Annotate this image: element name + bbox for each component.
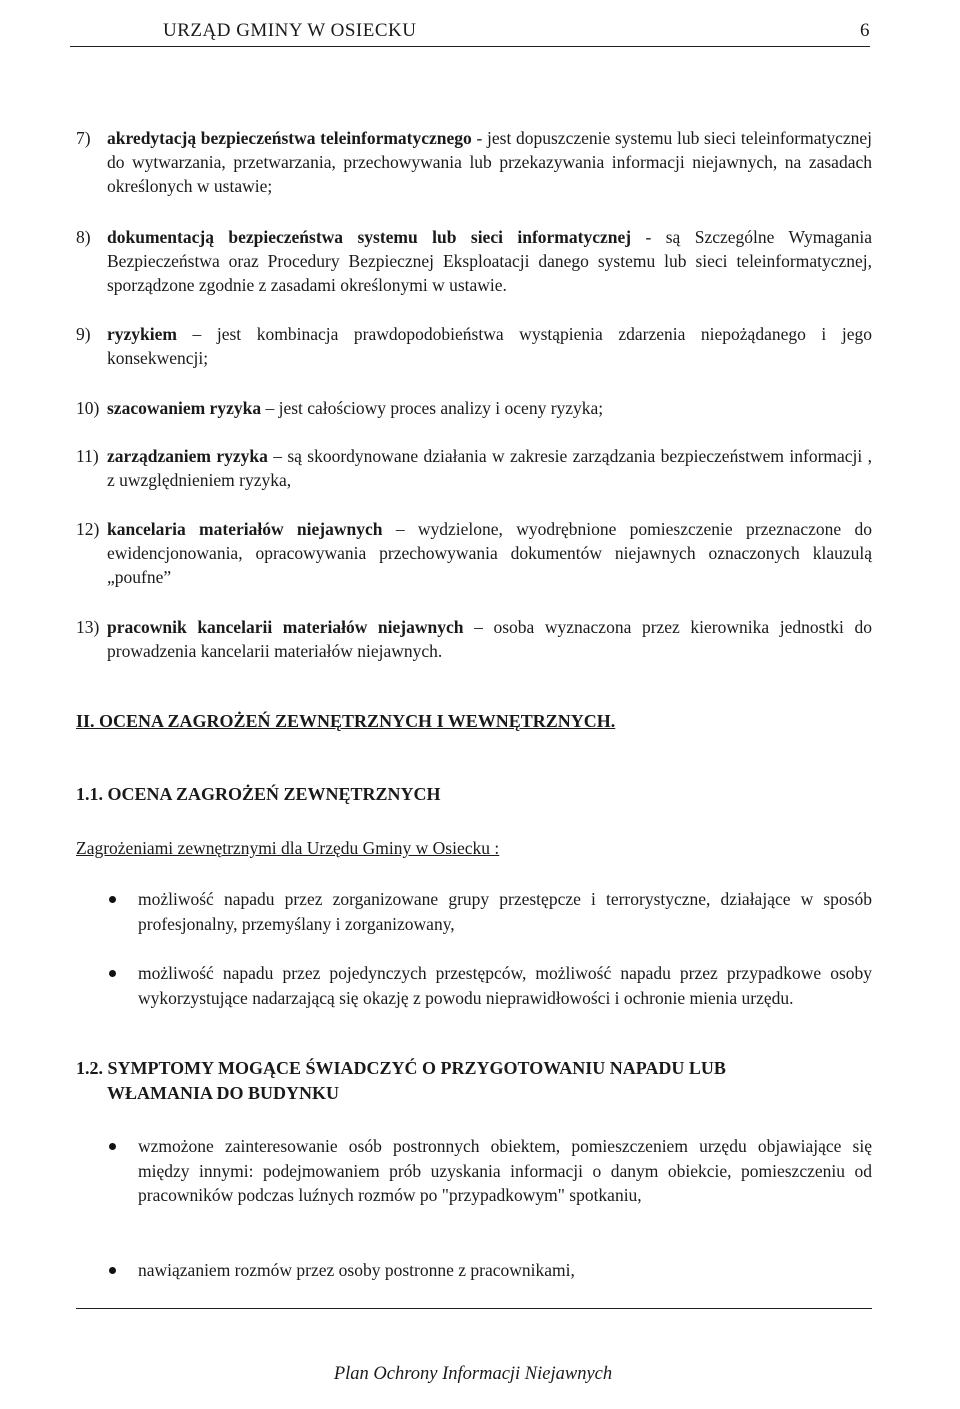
definition-number: 13) <box>76 617 100 637</box>
section-title: II. OCENA ZAGROŻEŃ ZEWNĘTRZNYCH I WEWNĘTRZNYCH. <box>76 711 616 731</box>
definition-text-line1: - są Szczególne <box>631 227 775 247</box>
definition-12 <box>76 517 872 590</box>
definition-13 <box>76 615 872 663</box>
definition-7 <box>76 126 872 199</box>
definition-text: teleinformatycznej do wytwarzania, przetwarzania, przechowywania lub przekazywania informacji niejawnych, na zasadach określonych w ustawie; <box>107 128 873 197</box>
definition-number: 10) <box>76 398 100 418</box>
definition-term: dokumentacją bezpieczeństwa systemu lub sieci informatycznej <box>107 227 632 247</box>
subsection-1-2-title-line1: 1.2. SYMPTOMY MOGĄCE ŚWIADCZYĆ O PRZYGOTOWANIU NAPADU LUB <box>76 1058 726 1078</box>
bullet-icon <box>109 1143 116 1150</box>
header-rule <box>70 46 870 47</box>
header-title: URZĄD GMINY W OSIECKU <box>163 20 417 41</box>
definition-text: Wymagania Bezpieczeństwa oraz Procedury Bezpiecznej Eksploatacji danego systemu lub sieci teleinformatycznej, sporządzone zgodnie z zasadami określonymi w ustawie. <box>107 227 872 296</box>
bullet-icon <box>109 1267 116 1274</box>
footer-rule <box>76 1308 872 1309</box>
definition-text: jednostki do prowadzenia kancelarii materiałów niejawnych. <box>107 617 873 662</box>
definition-10 <box>76 396 872 420</box>
definition-text: jego konsekwencji; <box>107 324 872 369</box>
bullet-item <box>76 1258 872 1283</box>
bullet-text: nawiązaniem rozmów przez osoby postronne z pracownikami, <box>138 1260 575 1280</box>
definition-text: przeznaczone do ewidencjonowania, opracowywania przechowywania dokumentów niejawnych oznaczonych klauzulą „poufne” <box>107 519 873 588</box>
definition-text-line1: – osoba wyznaczona przez kierownika <box>463 617 770 637</box>
bullet-item <box>76 887 872 936</box>
definition-number: 11) <box>76 446 99 466</box>
definition-number: 12) <box>76 519 100 539</box>
definition-11 <box>76 444 872 492</box>
definition-term: pracownik kancelarii materiałów niejawnych <box>107 617 464 637</box>
subsection-1-2-title-line2: WŁAMANIA DO BUDYNKU <box>107 1083 340 1103</box>
definition-text-line1: – są skoordynowane działania w zakresie zarządzania <box>267 446 656 466</box>
definition-text-line1: – jest całościowy proces analizy i oceny ryzyka; <box>261 398 604 418</box>
definition-term: szacowaniem ryzyka <box>107 398 262 418</box>
bullet-icon <box>109 896 116 903</box>
bullet-text: możliwość napadu przez pojedynczych przestępców, możliwość napadu przez przypadkowe osoby wykorzystujące nadarzającą się okazję z powodu nieprawidłowości i ochronie mienia urzędu. <box>138 963 872 1008</box>
bullet-text: możliwość napadu przez zorganizowane grupy przestępcze i terrorystyczne, działające w sposób profesjonalny, przemyślany i zorganizowany, <box>138 889 872 934</box>
definition-term: akredytacją bezpieczeństwa teleinformatycznego <box>107 128 472 148</box>
bullet-icon <box>109 970 116 977</box>
definition-text-line1: – wydzielone, wyodrębnione pomieszczenie <box>382 519 733 539</box>
bullet-item <box>76 961 872 1010</box>
definition-term: kancelaria materiałów niejawnych <box>107 519 383 539</box>
definition-term: ryzykiem <box>107 324 177 344</box>
definition-number: 8) <box>76 227 91 247</box>
definition-text-line1: - jest dopuszczenie systemu lub sieci <box>471 128 737 148</box>
page-number: 6 <box>860 20 870 41</box>
definition-8 <box>76 225 872 298</box>
bullet-text: wzmożone zainteresowanie osób postronnych obiektem, pomieszczeniem urzędu objawiające się między innymi: podejmowaniem prób uzyskania informacji o danym obiekcie, pomieszczeniu od pracowników podczas luźnych rozmów po "przypadkowym" spotkaniu, <box>138 1136 872 1205</box>
definition-term: zarządzaniem ryzyka <box>107 446 268 466</box>
footer-text: Plan Ochrony Informacji Niejawnych <box>333 1364 613 1384</box>
definition-number: 9) <box>76 324 91 344</box>
subsection-1-1-title: 1.1. OCENA ZAGROŻEŃ ZEWNĘTRZNYCH <box>76 784 441 804</box>
definition-number: 7) <box>76 128 91 148</box>
definition-text: bezpieczeństwem informacji , z uwzględnieniem ryzyka, <box>107 446 873 491</box>
definition-9 <box>76 322 872 370</box>
subsection-1-1-intro: Zagrożeniami zewnętrznymi dla Urzędu Gminy w Osiecku : <box>76 838 500 858</box>
bullet-item <box>76 1134 872 1208</box>
definition-text-line1: – jest kombinacja prawdopodobieństwa wystąpienia zdarzenia niepożądanego i <box>176 324 827 344</box>
